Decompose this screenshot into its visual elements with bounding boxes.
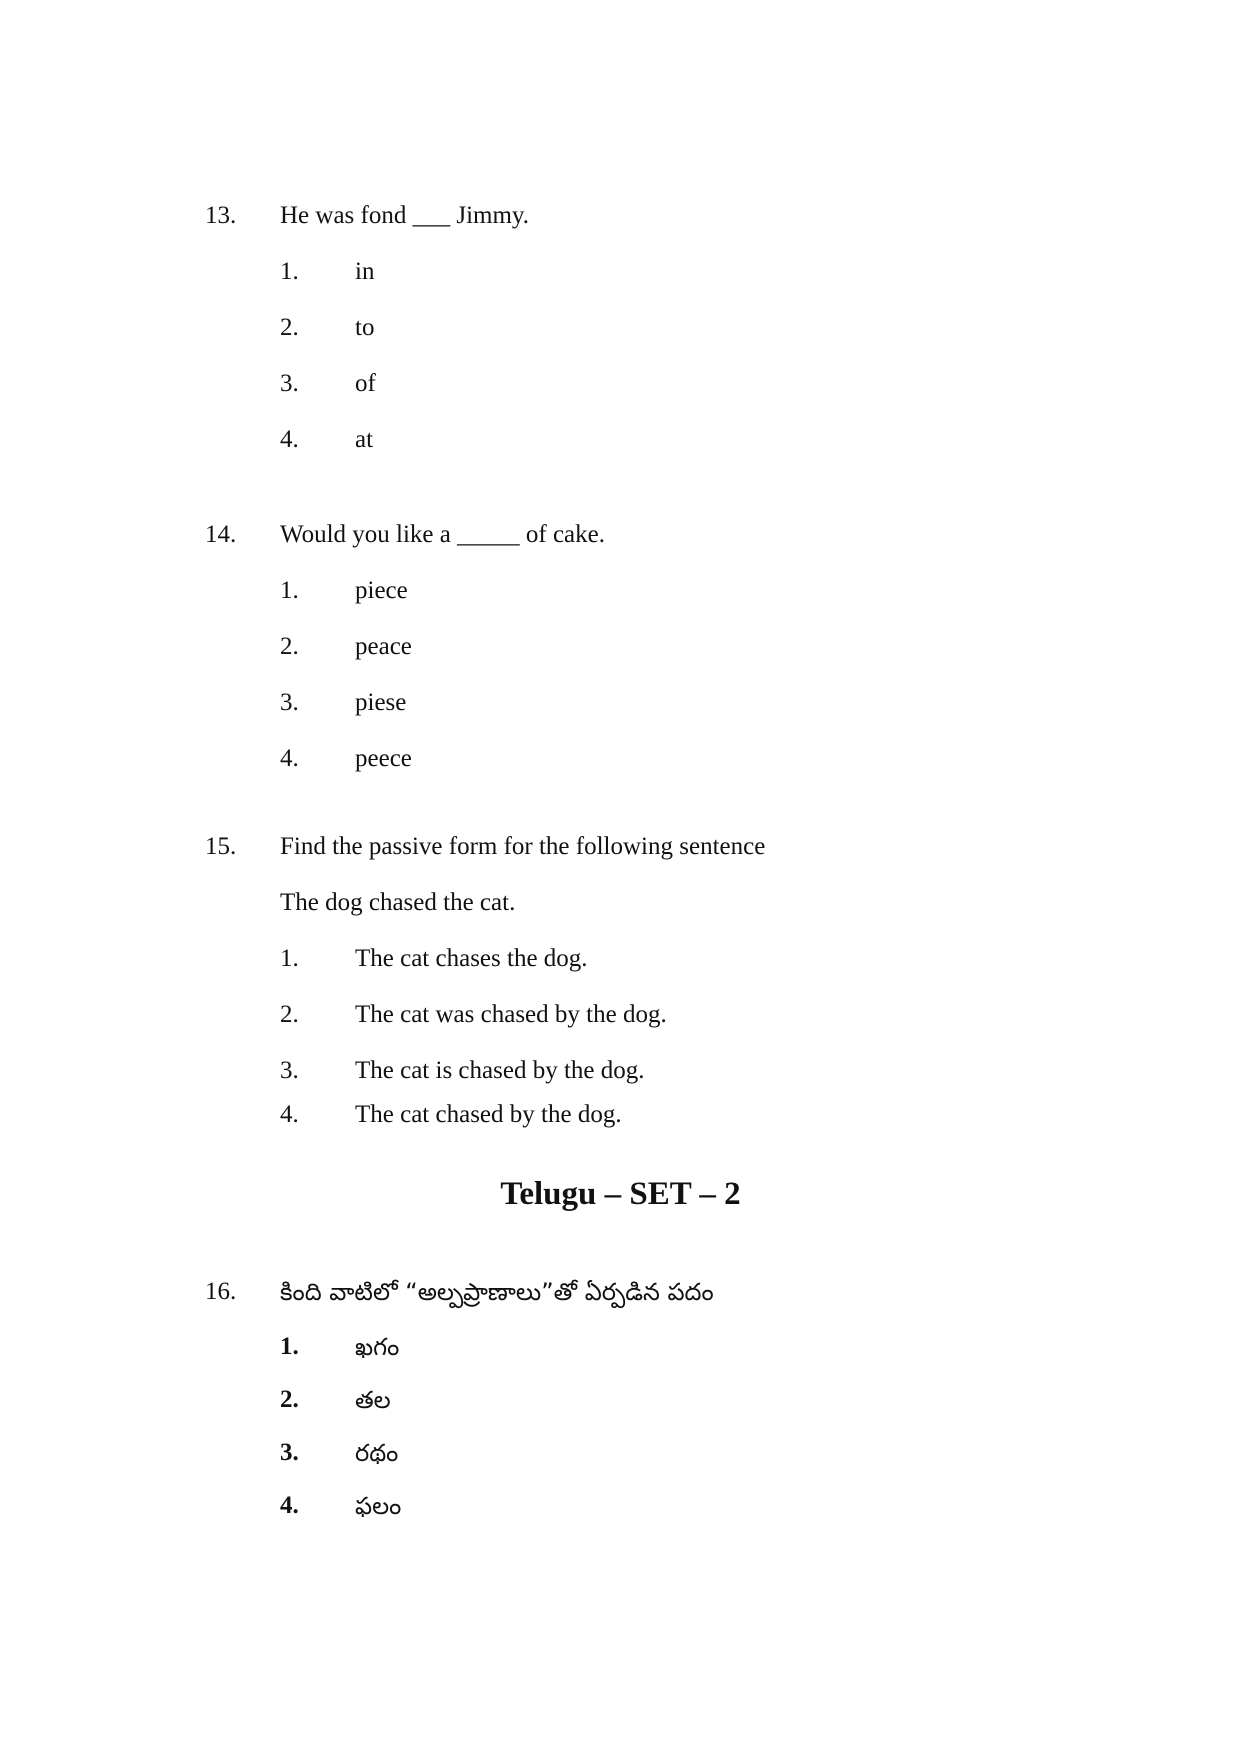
q13-option-1-text: in <box>355 258 375 285</box>
q16-option-1-number: 1. <box>280 1333 299 1360</box>
q15-option-2-number: 2. <box>280 1001 299 1028</box>
section-heading: Telugu – SET – 2 <box>500 1176 741 1212</box>
q13-option-4-number: 4. <box>280 426 299 453</box>
q15-option-3-number: 3. <box>280 1057 299 1084</box>
question-16-text: కింది వాటిలో “అల్పప్రాణాలు”తో ఏర్పడిన పదం <box>280 1278 714 1306</box>
q15-option-4-text: The cat chased by the dog. <box>355 1101 622 1128</box>
question-15-number: 15. <box>205 833 237 860</box>
q16-option-2-number: 2. <box>280 1386 299 1413</box>
q14-option-3-text: piese <box>355 689 407 716</box>
q13-option-2-text: to <box>355 314 375 341</box>
q13-option-3-text: of <box>355 370 376 397</box>
question-13-number: 13. <box>205 202 237 229</box>
q14-option-2-number: 2. <box>280 633 299 660</box>
q13-option-4-text: at <box>355 426 374 453</box>
q16-option-3-number: 3. <box>280 1439 299 1466</box>
question-13-text: He was fond ___ Jimmy. <box>280 202 530 229</box>
q14-option-1-text: piece <box>355 577 408 604</box>
q15-option-3-text: The cat is chased by the dog. <box>355 1057 645 1084</box>
q13-option-2-number: 2. <box>280 314 299 341</box>
question-14-number: 14. <box>205 521 237 548</box>
q14-option-4-number: 4. <box>280 745 299 772</box>
q16-option-2-text: తల <box>355 1386 391 1414</box>
q16-option-1-text: ఖగం <box>355 1333 400 1361</box>
q16-option-3-text: రథం <box>355 1439 399 1467</box>
q15-option-4-number: 4. <box>280 1101 299 1128</box>
q14-option-1-number: 1. <box>280 577 299 604</box>
question-16-number: 16. <box>205 1278 237 1305</box>
q15-option-1-text: The cat chases the dog. <box>355 945 588 972</box>
q13-option-3-number: 3. <box>280 370 299 397</box>
question-14-text: Would you like a _____ of cake. <box>280 521 605 548</box>
q14-option-2-text: peace <box>355 633 412 660</box>
q15-option-1-number: 1. <box>280 945 299 972</box>
q16-option-4-text: ఫలం <box>355 1492 402 1520</box>
q16-option-4-number: 4. <box>280 1492 299 1519</box>
question-15-sentence: The dog chased the cat. <box>280 889 516 916</box>
q15-option-2-text: The cat was chased by the dog. <box>355 1001 667 1028</box>
q14-option-3-number: 3. <box>280 689 299 716</box>
question-15-text: Find the passive form for the following sentence <box>280 833 766 860</box>
q13-option-1-number: 1. <box>280 258 299 285</box>
q14-option-4-text: peece <box>355 745 412 772</box>
